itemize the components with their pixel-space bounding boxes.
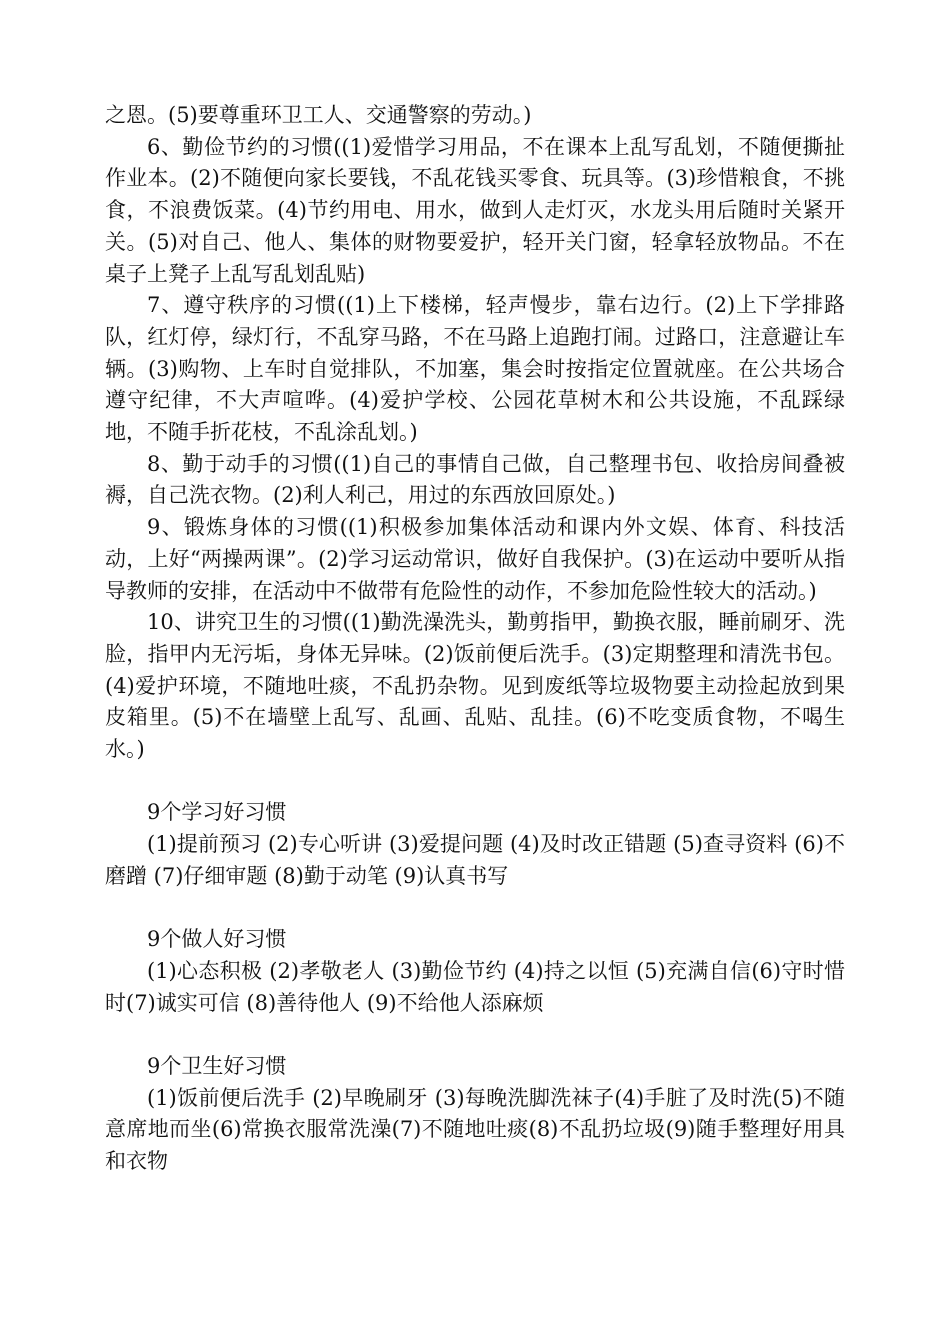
section-body-study: (1)提前预习 (2)专心听讲 (3)爱提问题 (4)及时改正错题 (5)查寻资料 (6)不磨蹭 (7)仔细审题 (8)勤于动笔 (9)认真书写 bbox=[105, 832, 845, 888]
habit-paragraph-10: 10、讲究卫生的习惯((1)勤洗澡洗头，勤剪指甲，勤换衣服，睡前刷牙、洗脸，指甲内无污垢，身体无异味。(2)饭前便后洗手。(3)定期整理和清洗书包。(4)爱护环境，不随地吐痰，不乱扔杂物。见到废纸等垃圾物要主动捡起放到果皮箱里。(5)不在墙壁上乱写、乱画、乱贴、乱挂。(6)不吃变质食物，不喝生水。) bbox=[105, 610, 845, 762]
document-page bbox=[105, 100, 845, 1178]
section-body-conduct: (1)心态积极 (2)孝敬老人 (3)勤俭节约 (4)持之以恒 (5)充满自信(6)守时惜时(7)诚实可信 (8)善待他人 (9)不给他人添麻烦 bbox=[105, 958, 845, 1015]
habit-paragraph-6: 6、勤俭节约的习惯((1)爱惜学习用品，不在课本上乱写乱划，不随便撕扯作业本。(2)不随便向家长要钱，不乱花钱买零食、玩具等。(3)珍惜粮食，不挑食，不浪费饭菜。(4)节约用电、用水，做到人走灯灭，水龙头用后随时关紧开关。(5)对自己、他人、集体的财物要爱护，轻开关门窗，轻拿轻放物品。不在桌子上凳子上乱写乱划乱贴) bbox=[105, 134, 845, 286]
section-title-study: 9个学习好习惯 bbox=[147, 800, 287, 825]
section-title-hygiene: 9个卫生好习惯 bbox=[147, 1054, 287, 1079]
section-gap bbox=[105, 893, 845, 925]
section-title-conduct: 9个做人好习惯 bbox=[147, 927, 287, 952]
section-gap bbox=[105, 766, 845, 798]
section-body-hygiene: (1)饭前便后洗手 (2)早晚刷牙 (3)每晚洗脚洗袜子(4)手脏了及时洗(5)不随意席地而坐(6)常换衣服常洗澡(7)不随地吐痰(8)不乱扔垃圾(9)随手整理好用具和衣物 bbox=[105, 1085, 845, 1174]
habit-paragraph-9: 9、锻炼身体的习惯((1)积极参加集体活动和课内外文娱、体育、科技活动，上好“两操两课”。(2)学习运动常识，做好自我保护。(3)在运动中要听从指导教师的安排，在活动中不做带有危险性的动作，不参加危险性较大的活动。) bbox=[105, 515, 845, 603]
intro-tail-paragraph: 之恩。(5)要尊重环卫工人、交通警察的劳动。) bbox=[105, 103, 532, 127]
habit-paragraph-8: 8、勤于动手的习惯((1)自己的事情自己做，自己整理书包、收拾房间叠被褥，自己洗衣物。(2)利人利己，用过的东西放回原处。) bbox=[105, 451, 845, 508]
habit-paragraph-7: 7、遵守秩序的习惯((1)上下楼梯，轻声慢步，靠右边行。(2)上下学排路队，红灯停，绿灯行，不乱穿马路，不在马路上追跑打闹。过路口，注意避让车辆。(3)购物、上车时自觉排队，不加塞，集会时按指定位置就座。在公共场合遵守纪律，不大声喧哗。(4)爱护学校、公园花草树木和公共设施，不乱踩绿地，不随手折花枝，不乱涂乱划。) bbox=[105, 293, 845, 445]
section-gap bbox=[105, 1019, 845, 1051]
